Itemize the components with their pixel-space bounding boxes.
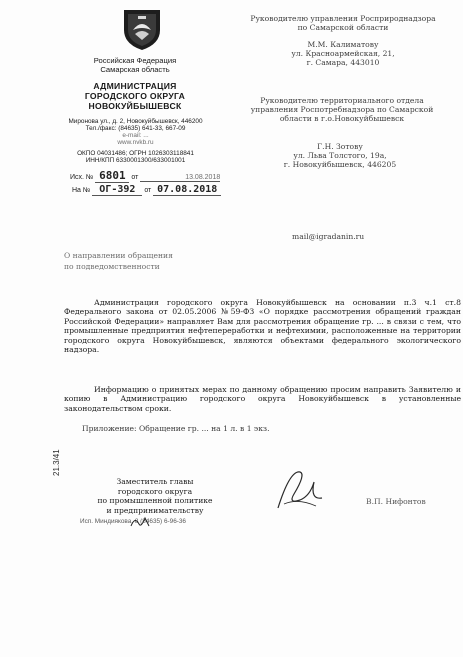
subject-block (64, 250, 173, 272)
sender-email: e-mail: ... (122, 132, 149, 139)
recipient-2-name: Г.Н. Зотову (317, 142, 363, 151)
subject-line1: О направлении обращения (64, 251, 173, 260)
recipient-2 (226, 96, 458, 123)
org-name-line3: НОВОКУЙБЫШЕВСК (88, 101, 182, 111)
signatory-title (90, 477, 220, 515)
org-name-line2: ГОРОДСКОГО ОКРУГА (84, 91, 186, 101)
out-from-label: от (131, 174, 139, 181)
sender-inn: ИНН/КПП 6330001300/633001001 (85, 157, 186, 164)
subject-line2: по подведомственности (64, 262, 160, 271)
recipient-2-position-cont2: области в г.о.Новокуйбышевск (279, 114, 405, 123)
in-number-label: На № (72, 187, 91, 194)
signatory-title-line2: городского округа (117, 486, 193, 496)
recipient-2-position-cont: управления Роспотребнадзора по Самарской (250, 105, 434, 114)
executor-note: Исп. Миндиякова, 8 (84635) 6-96-36 (80, 518, 186, 525)
body-paragraph-2: Информацию о принятых мерах по данному обращению просим направить Заявителю и копию в Администрацию городского округа Новокуйбышевск в установленные законодательством сроки. (64, 385, 461, 413)
recipient-1-street: ул. Красноармейская, 21, (291, 49, 395, 58)
sender-block (40, 56, 230, 111)
recipient-1-city: г. Самара, 443010 (306, 58, 380, 67)
recipient-2-position: Руководителю территориального отдела (260, 96, 424, 105)
country-label: Российская Федерация (93, 56, 177, 65)
recipient-2-city: г. Новокуйбышевск, 446205 (283, 160, 397, 169)
incoming-reference (72, 184, 221, 196)
out-number-value: 6801 (95, 169, 129, 183)
recipient-1-name: М.М. Калиматову (307, 40, 379, 49)
recipient-1-position: Руководителю управления Росприроднадзора (250, 14, 436, 23)
executor-initials (129, 514, 153, 530)
attachment-note: Приложение: Обращение гр. ... на 1 л. в 1 экз. (82, 424, 270, 433)
recipient-2-street: ул. Льва Толстого, 19а, (293, 151, 387, 160)
signatory-title-line4: и предпринимательству (106, 505, 204, 515)
out-date-value: 13.08.2018 (140, 174, 220, 182)
region-label: Самарская область (100, 65, 170, 74)
coat-of-arms-icon (121, 8, 163, 52)
signatory-title-line1: Заместитель главы (116, 477, 194, 486)
in-from-label: от (144, 187, 152, 194)
recipient-1-address (268, 40, 418, 67)
recipient-2-address (260, 142, 420, 169)
sender-phone: Тел./факс: (84635) 641-33, 667-09 (85, 125, 186, 132)
recipient-email: mail@igradanin.ru (292, 232, 365, 241)
sender-address: Миронова ул., д. 2, Новокуйбышевск, 446200 (68, 118, 203, 125)
recipient-1-position-cont: по Самарской области (297, 23, 389, 32)
in-number-value: ОГ-392 (92, 184, 142, 196)
out-number-label: Исх. № (70, 174, 94, 181)
side-registration-code: 21.3/41 (52, 449, 61, 476)
outgoing-reference (70, 169, 220, 183)
sender-okpo: ОКПО 04031486; ОГРН 1026303118841 (77, 150, 194, 157)
signer-name: В.П. Нифонтов (366, 497, 426, 506)
in-date-value: 07.08.2018 (153, 184, 221, 196)
letter-body (64, 298, 461, 354)
sender-website: www.nvkb.ru (117, 139, 154, 146)
signatory-title-line3: по промышленной политике (97, 496, 213, 506)
letter-body-2 (64, 385, 461, 413)
handwritten-signature (270, 460, 330, 520)
body-paragraph-1: Администрация городского округа Новокуйбышевск на основании п.3 ч.1 ст.8 Федерального закона от 02.05.2006 №59-ФЗ «О порядке рассмотрения обращений граждан Российской Федерации» направляет Вам для рассмотрения обращение гр. ... в связи с тем, что промышленные предприятия нефтепереработки и нефтехимии, расположенные на территории городского округа Новокуйбышевск, являются объектами федерального экологического надзора. (64, 298, 461, 355)
org-name-line1: АДМИНИСТРАЦИЯ (93, 81, 177, 91)
recipient-1 (228, 14, 458, 32)
